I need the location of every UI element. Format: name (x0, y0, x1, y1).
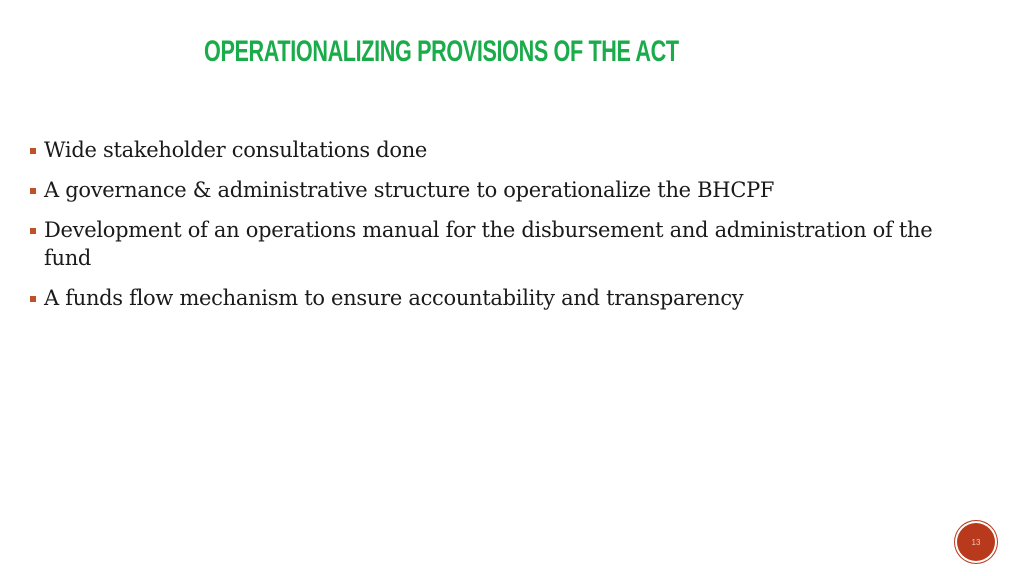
square-bullet-icon (30, 148, 36, 154)
square-bullet-icon (30, 188, 36, 194)
bullet-text: A funds flow mechanism to ensure accountability and transparency (44, 286, 744, 310)
page-number: 13 (971, 537, 981, 547)
bullet-item (28, 216, 958, 272)
page-number-badge (957, 523, 995, 561)
square-bullet-icon (30, 296, 36, 302)
slide-title: OPERATIONALIZING PROVISIONS OF THE ACT (204, 35, 679, 68)
bullet-item (28, 284, 958, 312)
bullet-list (28, 136, 958, 324)
bullet-item (28, 176, 958, 204)
bullet-item (28, 136, 958, 164)
bullet-text: A governance & administrative structure to operationalize the BHCPF (44, 178, 775, 202)
bullet-text: Development of an operations manual for the disbursement and administration of the fund (44, 218, 933, 270)
square-bullet-icon (30, 228, 36, 234)
bullet-text: Wide stakeholder consultations done (44, 138, 428, 162)
